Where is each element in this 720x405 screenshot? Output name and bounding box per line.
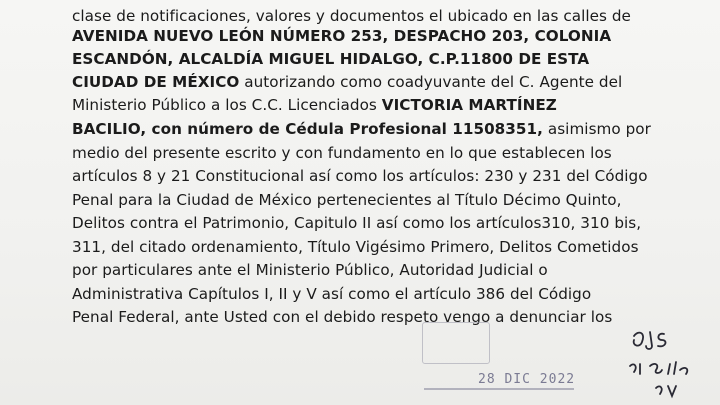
document-line — [72, 213, 641, 233]
reception-stamp — [394, 318, 594, 394]
bold-text-segment: ESCANDÓN, ALCALDÍA MIGUEL HIDALGO, C.P.11800 DE ESTA — [72, 50, 590, 68]
text-segment: Administrativa Capítulos I, II y V así como el artículo 386 del Código — [72, 285, 592, 303]
text-segment: autorizando como coadyuvante del C. Agente del — [239, 73, 623, 91]
stamp-signature-line — [424, 388, 574, 390]
text-segment: Delitos contra el Patrimonio, Capitulo II así como los artículos310, 310 bis, — [72, 214, 642, 232]
handwritten-annotation-icon — [620, 322, 716, 402]
stamp-date: 28 DIC 2022 — [478, 372, 576, 387]
text-segment: asimismo por — [542, 120, 651, 138]
text-segment: Ministerio Público a los C.C. Licenciados — [72, 96, 382, 114]
document-line — [72, 6, 631, 26]
text-segment: medio del presente escrito y con fundamento en lo que establecen los — [72, 144, 612, 162]
text-segment: clase de notificaciones, valores y documentos el ubicado en las calles de — [72, 7, 631, 25]
text-segment: 311, del citado ordenamiento, Título Vigésimo Primero, Delitos Cometidos — [72, 238, 639, 256]
document-line — [72, 72, 622, 92]
document-line — [72, 49, 589, 69]
bold-text-segment: VICTORIA MARTÍNEZ — [381, 96, 557, 114]
document-line — [72, 143, 612, 163]
text-segment: Penal Federal, ante Usted con el debido respeto vengo a denunciar los — [72, 308, 613, 326]
document-line — [72, 166, 648, 186]
text-segment: por particulares ante el Ministerio Público, Autoridad Judicial o — [72, 261, 548, 279]
document-line — [72, 284, 591, 304]
bold-text-segment: BACILIO, con número de Cédula Profesional 11508351, — [72, 120, 543, 138]
stamp-seal-icon — [422, 322, 490, 364]
bold-text-segment: AVENIDA NUEVO LEÓN NÚMERO 253, DESPACHO 203, COLONIA — [72, 27, 612, 45]
bold-text-segment: CIUDAD DE MÉXICO — [72, 73, 240, 91]
document-line — [72, 119, 651, 139]
document-line — [72, 26, 611, 46]
text-segment: artículos 8 y 21 Constitucional así como los artículos: 230 y 231 del Código — [72, 167, 648, 185]
document-line — [72, 237, 639, 257]
document-line — [72, 95, 557, 115]
document-line — [72, 190, 622, 210]
text-segment: Penal para la Ciudad de México pertenecientes al Título Décimo Quinto, — [72, 191, 622, 209]
document-line — [72, 260, 548, 280]
